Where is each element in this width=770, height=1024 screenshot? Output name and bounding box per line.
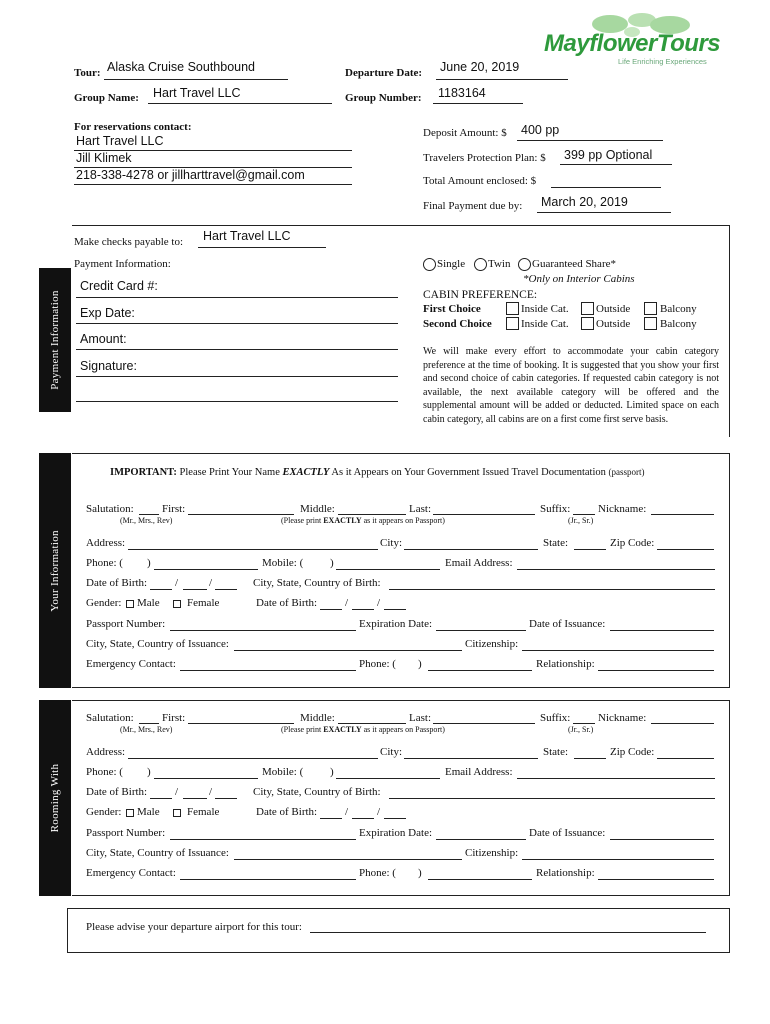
rooming-with-section xyxy=(72,700,730,896)
you-first-name-label: First: xyxy=(162,503,186,515)
airport-line xyxy=(310,932,706,933)
twin-radio[interactable] xyxy=(474,258,487,271)
you-female-checkbox[interactable] xyxy=(173,600,181,608)
you-email-label: Email Address: xyxy=(445,557,513,569)
first-outside-checkbox[interactable] xyxy=(581,302,594,315)
group-name-label: Group Name: xyxy=(74,92,139,104)
you-spouse-dob-month-line[interactable] xyxy=(320,609,342,610)
you-citizenship-label: Citizenship: xyxy=(465,638,519,650)
you-passport-number-line[interactable] xyxy=(170,630,356,631)
roommate-emergency-phone-label: Phone: ( xyxy=(359,867,396,879)
guaranteed-share-radio[interactable] xyxy=(518,258,531,271)
exp-date-label: Exp Date: xyxy=(80,306,135,320)
you-suffix-hint: (Jr., Sr.) xyxy=(568,516,594,525)
you-mobile-paren: ) xyxy=(330,557,334,569)
cabin-preference-heading: CABIN PREFERENCE: xyxy=(423,289,538,301)
roommate-gender-label: Gender: xyxy=(86,806,122,818)
you-spouse-dob-label: Date of Birth: xyxy=(256,597,318,609)
deposit-line xyxy=(517,140,663,141)
group-number-line xyxy=(433,103,523,104)
roommate-emergency-phone-paren: ) xyxy=(418,867,422,879)
group-name-line xyxy=(148,103,332,104)
total-label: Total Amount enclosed: $ xyxy=(423,175,537,187)
you-dob-label: Date of Birth: xyxy=(86,577,148,589)
first-outside-label: Outside xyxy=(596,303,631,315)
credit-card-line xyxy=(76,297,398,298)
protection-value[interactable]: 399 pp Optional xyxy=(564,148,653,162)
you-dob-year-line[interactable] xyxy=(215,589,237,590)
you-relationship-line[interactable] xyxy=(598,670,714,671)
twin-label: Twin xyxy=(488,258,511,270)
you-mobile-label: Mobile: ( xyxy=(262,557,304,569)
roommate-issuance-label: Date of Issuance: xyxy=(529,827,606,839)
you-male-checkbox[interactable] xyxy=(126,600,134,608)
contact-line-1[interactable]: Hart Travel LLC xyxy=(76,134,164,148)
final-payment-line xyxy=(537,212,671,213)
protection-label: Travelers Protection Plan: $ xyxy=(423,152,546,164)
second-outside-checkbox[interactable] xyxy=(581,317,594,330)
you-middle-name-line[interactable] xyxy=(338,514,406,515)
checks-payable-value[interactable]: Hart Travel LLC xyxy=(203,229,291,243)
logo-tagline: Life Enriching Experiences xyxy=(618,57,707,66)
your-information-section xyxy=(72,453,730,688)
roommate-spouse-dob-slash-2: / xyxy=(377,806,381,818)
tour-label: Tour: xyxy=(74,67,101,79)
you-emergency-phone-line[interactable] xyxy=(428,670,532,671)
roommate-phone-paren: ) xyxy=(147,766,151,778)
roommate-mobile-label: Mobile: ( xyxy=(262,766,304,778)
you-city-birth-line[interactable] xyxy=(389,589,715,590)
departure-label: Departure Date: xyxy=(345,67,423,79)
you-city-line[interactable] xyxy=(404,549,538,550)
signature-line xyxy=(76,376,398,377)
roommate-suffix-label: Suffix: xyxy=(540,712,571,724)
you-middle-name-label: Middle: xyxy=(300,503,335,515)
payment-information-tab: Payment Information xyxy=(39,268,71,412)
signature-line-2 xyxy=(76,401,398,402)
you-issuance-line[interactable] xyxy=(610,630,714,631)
you-email-line[interactable] xyxy=(517,569,715,570)
checks-payable-line xyxy=(198,247,326,248)
you-phone-line[interactable] xyxy=(154,569,258,570)
roommate-passport-number-label: Passport Number: xyxy=(86,827,166,839)
you-last-name-label: Last: xyxy=(409,503,431,515)
first-balcony-checkbox[interactable] xyxy=(644,302,657,315)
you-city-label: City: xyxy=(380,537,403,549)
single-radio[interactable] xyxy=(423,258,436,271)
you-phone-label: Phone: ( xyxy=(86,557,123,569)
your-information-tab: Your Information xyxy=(39,453,71,688)
you-gender-label: Gender: xyxy=(86,597,122,609)
deposit-value[interactable]: 400 pp xyxy=(521,123,560,137)
you-salutation-label: Salutation: xyxy=(86,503,134,515)
roommate-salutation-label: Salutation: xyxy=(86,712,134,724)
roommate-mobile-paren: ) xyxy=(330,766,334,778)
you-city-birth-label: City, State, Country of Birth: xyxy=(253,577,381,589)
you-passport-number-label: Passport Number: xyxy=(86,618,166,630)
you-citizenship-line[interactable] xyxy=(522,650,714,651)
you-print-exactly-hint: (Please print EXACTLY as it appears on Passport) xyxy=(281,516,445,525)
departure-value[interactable]: June 20, 2019 xyxy=(440,60,520,74)
roommate-dob-label: Date of Birth: xyxy=(86,786,148,798)
you-dob-slash-2: / xyxy=(209,577,213,589)
airport-label: Please advise your departure airport for this tour: xyxy=(86,921,302,933)
you-salutation-line[interactable] xyxy=(139,514,159,515)
group-name-value[interactable]: Hart Travel LLC xyxy=(153,86,241,100)
guaranteed-share-label: Guaranteed Share* xyxy=(532,258,616,270)
rooming-with-tab: Rooming With xyxy=(39,700,71,896)
roommate-city-label: City: xyxy=(380,746,403,758)
tour-value[interactable]: Alaska Cruise Southbound xyxy=(107,60,256,74)
protection-line xyxy=(560,164,672,165)
you-emergency-phone-label: Phone: ( xyxy=(359,658,396,670)
payment-info-label: Payment Information: xyxy=(74,258,171,270)
roommate-emergency-label: Emergency Contact: xyxy=(86,867,176,879)
you-relationship-label: Relationship: xyxy=(536,658,595,670)
you-dob-day-line[interactable] xyxy=(183,589,207,590)
second-balcony-label: Balcony xyxy=(660,318,697,330)
roommate-spouse-dob-label: Date of Birth: xyxy=(256,806,318,818)
important-note: IMPORTANT: Please Print Your Name EXACTLY As it Appears on Your Government Issued Travel Documentation (passport) xyxy=(110,467,645,478)
you-zip-line[interactable] xyxy=(657,549,714,550)
you-nickname-line[interactable] xyxy=(651,514,714,515)
you-male-label: Male xyxy=(137,597,160,609)
you-state-line[interactable] xyxy=(574,549,606,550)
you-state-label: State: xyxy=(543,537,569,549)
departure-line xyxy=(436,79,568,80)
you-address-line[interactable] xyxy=(128,549,378,550)
you-female-label: Female xyxy=(187,597,220,609)
final-payment-value[interactable]: March 20, 2019 xyxy=(541,195,628,209)
roommate-city-issuance-label: City, State, Country of Issuance: xyxy=(86,847,229,859)
second-inside-checkbox[interactable] xyxy=(506,317,519,330)
roommate-salutation-hint: (Mr., Mrs., Rev) xyxy=(120,725,173,734)
contact-line-3[interactable]: 218-338-4278 or jillharttravel@gmail.com xyxy=(76,168,305,182)
you-emergency-label: Emergency Contact: xyxy=(86,658,176,670)
deposit-label: Deposit Amount: $ xyxy=(423,127,507,139)
second-balcony-checkbox[interactable] xyxy=(644,317,657,330)
you-emergency-line[interactable] xyxy=(180,670,356,671)
you-address-label: Address: xyxy=(86,537,126,549)
second-outside-label: Outside xyxy=(596,318,631,330)
roommate-city-birth-label: City, State, Country of Birth: xyxy=(253,786,381,798)
second-choice-label: Second Choice xyxy=(423,318,492,330)
you-spouse-dob-day-line[interactable] xyxy=(352,609,374,610)
contact-label: For reservations contact: xyxy=(74,121,192,133)
you-dob-slash-1: / xyxy=(175,577,179,589)
you-mobile-line[interactable] xyxy=(336,569,440,570)
second-inside-label: Inside Cat. xyxy=(521,318,569,330)
roommate-address-label: Address: xyxy=(86,746,126,758)
roommate-dob-slash-1: / xyxy=(175,786,179,798)
first-inside-label: Inside Cat. xyxy=(521,303,569,315)
logo-wordmark: MayflowerTours xyxy=(544,30,721,57)
credit-card-label: Credit Card #: xyxy=(80,279,158,293)
roommate-zip-label: Zip Code: xyxy=(610,746,655,758)
first-inside-checkbox[interactable] xyxy=(506,302,519,315)
you-first-name-line[interactable] xyxy=(188,514,294,515)
single-label: Single xyxy=(437,258,466,270)
you-issuance-label: Date of Issuance: xyxy=(529,618,606,630)
roommate-email-label: Email Address: xyxy=(445,766,513,778)
cabin-note: We will make every effort to accommodate your cabin category preference at the time of booking. It is suggested that you show your first and second choice of cabin categories. If requested cabin category is not available, the next available category will be offered and the supplemental amount will be added or deducted. Limited space on each cabin category, all cabins are on a first come first serve basis. xyxy=(423,346,719,425)
contact-line-2[interactable]: Jill Klimek xyxy=(76,151,132,165)
roommate-suffix-hint: (Jr., Sr.) xyxy=(568,725,594,734)
roommate-state-label: State: xyxy=(543,746,569,758)
you-city-issuance-label: City, State, Country of Issuance: xyxy=(86,638,229,650)
roommate-phone-label: Phone: ( xyxy=(86,766,123,778)
only-interior-note: *Only on Interior Cabins xyxy=(523,273,635,285)
you-salutation-hint: (Mr., Mrs., Rev) xyxy=(120,516,173,525)
first-choice-label: First Choice xyxy=(423,303,481,315)
you-spouse-dob-slash-1: / xyxy=(345,597,349,609)
you-emergency-phone-paren: ) xyxy=(418,658,422,670)
contact-rule-3 xyxy=(74,184,352,185)
exp-date-line xyxy=(76,323,398,324)
you-dob-month-line[interactable] xyxy=(150,589,172,590)
you-nickname-label: Nickname: xyxy=(598,503,647,515)
roommate-citizenship-label: Citizenship: xyxy=(465,847,519,859)
final-payment-label: Final Payment due by: xyxy=(423,200,523,212)
roommate-female-label: Female xyxy=(187,806,220,818)
roommate-last-name-label: Last: xyxy=(409,712,431,724)
logo xyxy=(540,8,720,68)
roommate-first-name-label: First: xyxy=(162,712,186,724)
roommate-expiration-label: Expiration Date: xyxy=(359,827,433,839)
roommate-print-exactly-hint: (Please print EXACTLY as it appears on Passport) xyxy=(281,725,445,734)
you-phone-paren: ) xyxy=(147,557,151,569)
amount-label: Amount: xyxy=(80,332,127,346)
roommate-dob-slash-2: / xyxy=(209,786,213,798)
you-spouse-dob-year-line[interactable] xyxy=(384,609,406,610)
roommate-male-label: Male xyxy=(137,806,160,818)
total-line xyxy=(551,187,661,188)
you-expiration-label: Expiration Date: xyxy=(359,618,433,630)
signature-label: Signature: xyxy=(80,359,137,373)
you-city-issuance-line[interactable] xyxy=(234,650,462,651)
you-spouse-dob-slash-2: / xyxy=(377,597,381,609)
amount-line xyxy=(76,349,398,350)
tour-line xyxy=(104,79,288,80)
group-number-label: Group Number: xyxy=(345,92,422,104)
roommate-nickname-label: Nickname: xyxy=(598,712,647,724)
you-last-name-line[interactable] xyxy=(433,514,535,515)
you-expiration-line[interactable] xyxy=(436,630,526,631)
group-number-value[interactable]: 1183164 xyxy=(438,86,486,100)
roommate-spouse-dob-slash-1: / xyxy=(345,806,349,818)
roommate-middle-name-label: Middle: xyxy=(300,712,335,724)
you-suffix-label: Suffix: xyxy=(540,503,571,515)
first-balcony-label: Balcony xyxy=(660,303,697,315)
roommate-relationship-label: Relationship: xyxy=(536,867,595,879)
checks-payable-label: Make checks payable to: xyxy=(74,236,184,248)
you-zip-label: Zip Code: xyxy=(610,537,655,549)
you-suffix-line[interactable] xyxy=(573,514,595,515)
